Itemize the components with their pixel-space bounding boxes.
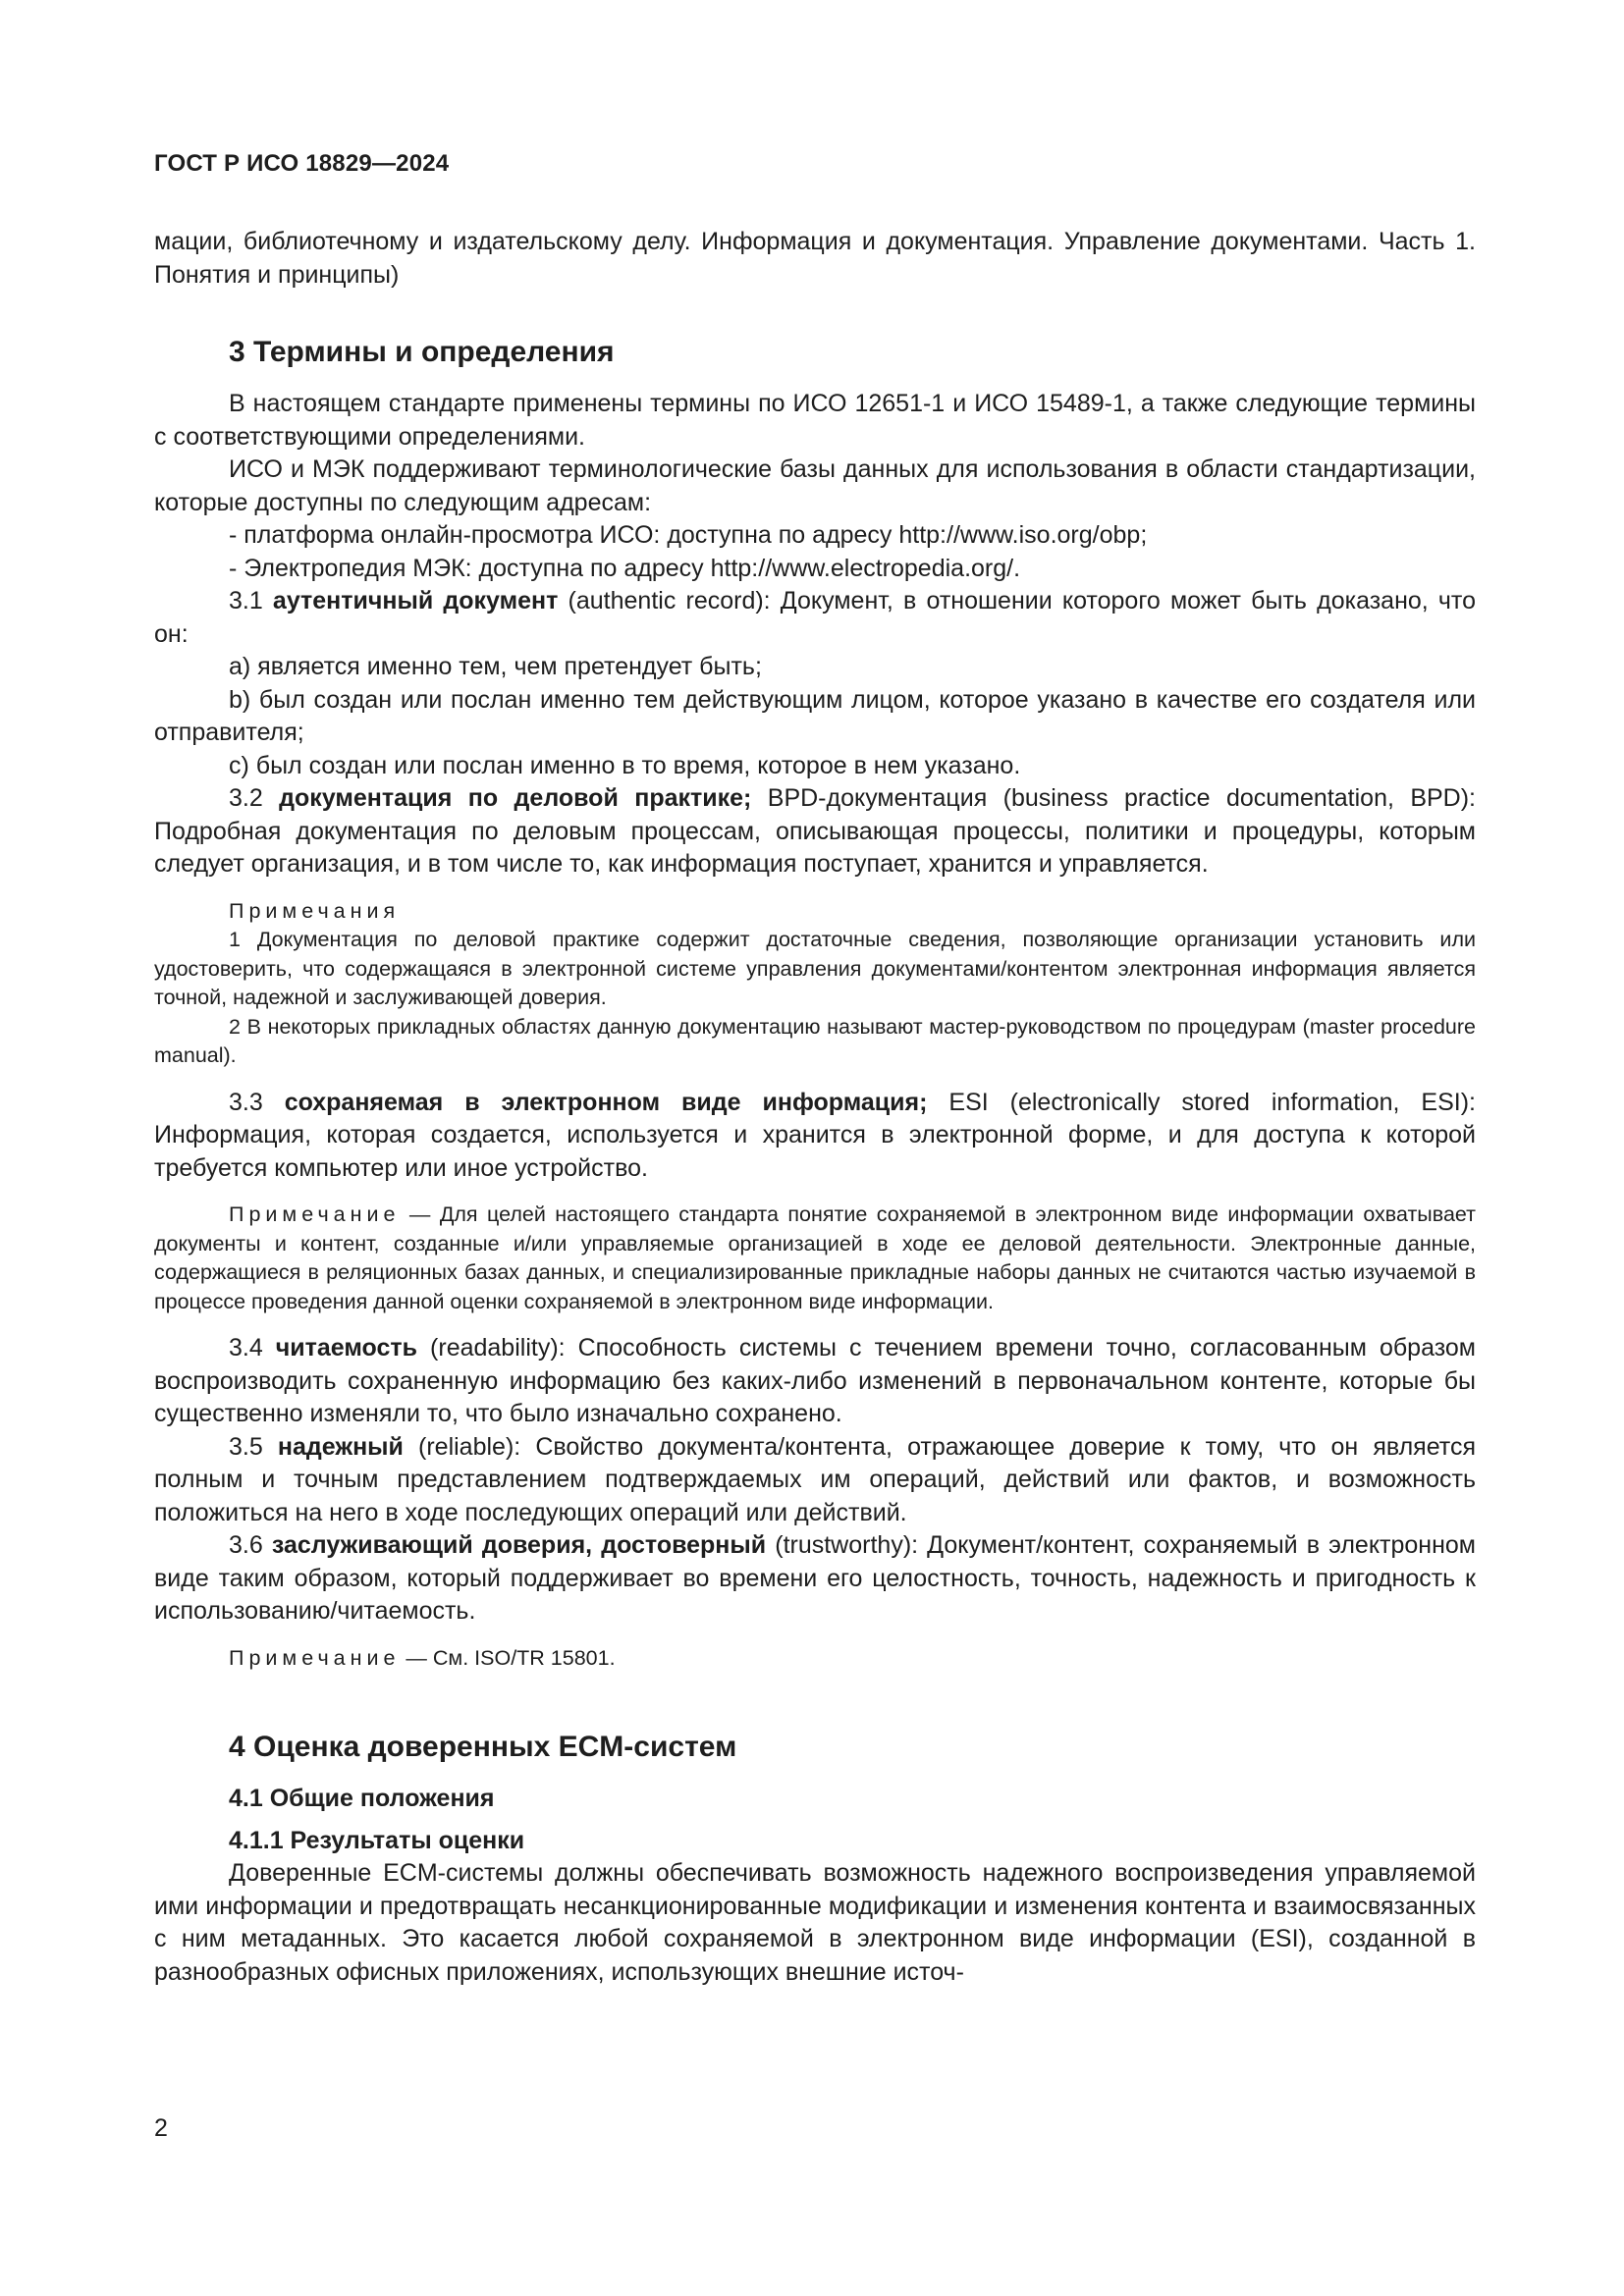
term-number: 3.4 [229, 1334, 276, 1362]
term-3-2 [154, 782, 1476, 881]
term-definition: (trustworthy): Документ/контент, сохраняемый в электронном виде таким образом, который поддерживает во времени его целостность, точность, надежность и пригодность к использованию/читаемость. [154, 1531, 1476, 1625]
term-name: читаемость [275, 1334, 418, 1362]
term-definition: (reliable): Свойство документа/контента, отражающее доверие к тому, что он является полным и точным представлением подтверждаемых им операций, действий или фактов, и возможность положиться на него в ходе последующих операций или действий. [154, 1432, 1476, 1526]
note-2: 2 В некоторых прикладных областях данную документацию называют мастер-руководством по процедурам (master procedure manual). [154, 1014, 1476, 1067]
term-definition: ESI (electronically stored information, ESI): Информация, которая создается, используется и хранится в электронной форме, и для доступа к которой требуется компьютер или иное устройство. [154, 1088, 1476, 1182]
term-3-5 [154, 1431, 1476, 1530]
term-number: 3.6 [229, 1531, 272, 1559]
term-name: заслуживающий доверия, достоверный [271, 1531, 767, 1559]
term-3-3 [154, 1087, 1476, 1186]
list-item: - платформа онлайн-просмотра ИСО: доступна по адресу http://www.iso.org/obp; [229, 521, 1148, 549]
page-number: 2 [154, 2114, 168, 2142]
term-definition: (authentic record): Документ, в отношении которого может быть доказано, что он: [154, 587, 1476, 648]
term-3-4 [154, 1332, 1476, 1431]
term-3-1 [154, 585, 1476, 651]
section-3-paragraph-2: ИСО и МЭК поддерживают терминологические базы данных для использования в области стандартизации, которые доступны по следующим адресам: [154, 455, 1476, 516]
term-3-1-item-a: a) является именно тем, чем претендует быть; [229, 653, 762, 680]
term-number: 3.3 [229, 1088, 285, 1116]
term-3-6 [154, 1529, 1476, 1629]
subsection-4-1-1-title: 4.1.1 Результаты оценки [229, 1827, 525, 1854]
term-number: 3.1 [229, 587, 273, 614]
note-3-3 [154, 1201, 1476, 1316]
note-3-6 [154, 1644, 1476, 1674]
section-3-title: 3 Термины и определения [229, 336, 615, 368]
note-text: — См. ISO/TR 15801. [400, 1645, 616, 1670]
term-definition: BPD-документация (business practice documentation, BPD): Подробная документация по деловым процессам, описывающая процессы, политики и процедуры, которым следует организация, и в том числе то, как информация поступает, хранится и управляется. [154, 784, 1476, 878]
term-3-1-item-b: b) был создан или послан именно тем действующим лицом, которое указано в качестве его создателя или отправителя; [154, 685, 1476, 746]
intro-continuation: мации, библиотечному и издательскому делу. Информация и документация. Управление документами. Часть 1. Понятия и принципы) [154, 228, 1476, 289]
section-3-paragraph-1: В настоящем стандарте применены термины по ИСО 12651-1 и ИСО 15489-1, а также следующие термины с соответствующими определениями. [154, 390, 1476, 451]
term-name: надежный [277, 1432, 404, 1461]
term-name: документация по деловой практике; [279, 784, 752, 812]
list-item: - Электропедия МЭК: доступна по адресу http://www.electropedia.org/. [229, 554, 1021, 582]
subsection-4-1-title: 4.1 Общие положения [229, 1785, 495, 1812]
note-1: 1 Документация по деловой практике содержит достаточные сведения, позволяющие организации установить или удостоверить, что содержащаяся в электронной системе управления документами/контентом электронная информация является точной, надежной и заслуживающей доверия. [154, 928, 1476, 1009]
document-header: ГОСТ Р ИСО 18829—2024 [154, 150, 450, 177]
note-label: Примечание [229, 1645, 401, 1670]
term-number: 3.2 [229, 784, 280, 812]
section-4-paragraph-1: Доверенные ECM-системы должны обеспечивать возможность надежного воспроизведения управляемой ими информации и предотвращать несанкционированные модификации и изменения контента и взаимосвязанных с ним метаданных. Это касается любой сохраняемой в электронном виде информации (ESI), созданной в разнообразных офисных приложениях, использующих внешние источ- [154, 1859, 1476, 1986]
term-3-1-item-c: c) был создан или послан именно в то время, которое в нем указано. [229, 751, 1021, 779]
term-number: 3.5 [229, 1432, 278, 1461]
note-text: — Для целей настоящего стандарта понятие сохраняемой в электронном виде информации охватывает документы и контент, созданные и/или управляемые организацией в ходе ее деловой деятельности. Электронные данные, содержащиеся в реляционных базах данных, и специализированные прикладные наборы данных не считаются частью изучаемой в процессе проведения данной оценки сохраняемой в электронном виде информации. [154, 1202, 1476, 1313]
note-label: Примечание [229, 1202, 401, 1226]
term-name: аутентичный документ [272, 587, 559, 614]
notes-label: Примечания [229, 898, 401, 923]
page-content [154, 226, 1476, 1989]
term-definition: (readability): Способность системы с течением времени точно, согласованным образом воспроизводить сохраненную информацию без каких-либо изменений в первоначальном контенте, которые бы существенно изменяли то, что было изначально сохранено. [154, 1334, 1476, 1427]
section-4-title: 4 Оценка доверенных ECM-систем [229, 1731, 737, 1763]
term-name: сохраняемая в электронном виде информация; [284, 1088, 928, 1116]
